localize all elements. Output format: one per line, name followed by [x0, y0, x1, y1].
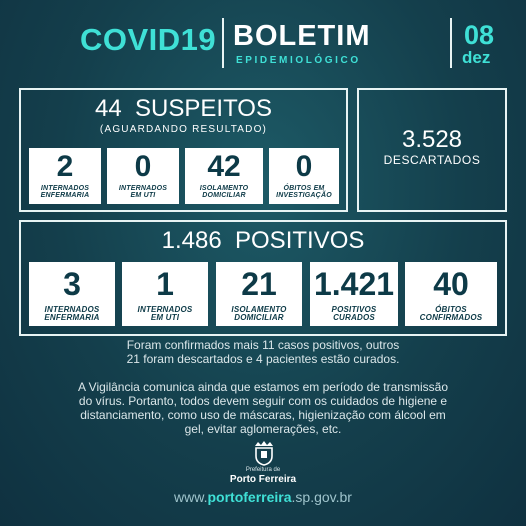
suspeitos-title: 44 SUSPEITOS: [95, 95, 272, 122]
descartados-value: 3.528: [401, 126, 463, 153]
note-paragraph: [20, 338, 506, 366]
header-divider-date: [450, 18, 452, 68]
card-label-2: EM UTI: [150, 313, 180, 323]
card-label-1: ISOLAMENTO: [199, 185, 249, 192]
card-value: 40: [433, 266, 469, 302]
card-positivos-isolamento: [216, 262, 302, 326]
card-value: 0: [134, 150, 152, 183]
card-value: 3: [63, 266, 81, 302]
url-suffix: .sp.gov.br: [291, 489, 352, 505]
card-suspeitos-isolamento: [185, 148, 263, 204]
vigilancia-line-2: do vírus. Portanto, todos devem seguir com os cuidados de higiene e: [78, 394, 448, 408]
date-day: 08: [464, 20, 495, 50]
card-label-2: ENFERMARIA: [40, 192, 90, 200]
url-domain: portoferreira: [207, 489, 292, 505]
card-label-2: EM UTI: [130, 192, 156, 200]
note-line-1: Foram confirmados mais 11 casos positivos, outros: [126, 338, 400, 352]
website-link[interactable]: [0, 489, 526, 505]
card-positivos-obitos: [405, 262, 497, 326]
card-label-1: ÓBITOS: [435, 305, 467, 314]
city-crest-icon: [252, 440, 276, 466]
card-suspeitos-internados-enfermaria: [29, 148, 101, 204]
header-divider: [222, 18, 224, 68]
vigilancia-paragraph: [20, 380, 506, 436]
card-label-2: DOMICILIAR: [234, 313, 284, 323]
card-positivos-internados-enfermaria: [29, 262, 115, 326]
card-label-2: ENFERMARIA: [44, 313, 100, 323]
card-label-1: ISOLAMENTO: [231, 305, 287, 314]
card-value: 1.421: [313, 266, 395, 302]
card-label-2: INVESTIGAÇÃO: [276, 192, 332, 200]
city-name: Porto Ferreira: [229, 474, 297, 485]
card-positivos-internados-uti: [122, 262, 208, 326]
card-label-1: INTERNADOS: [40, 185, 90, 192]
date-month: dez: [462, 48, 491, 67]
epidemiologico-subtitle: EPIDEMIOLÓGICO: [236, 55, 361, 66]
card-suspeitos-internados-uti: [107, 148, 179, 204]
vigilancia-line-4: gel, evitar aglomerações, etc.: [184, 422, 342, 436]
card-label-1: POSITIVOS: [331, 305, 377, 314]
card-label-1: INTERNADOS: [118, 185, 168, 192]
card-label-1: ÓBITOS EM: [283, 185, 325, 192]
card-suspeitos-obitos: [269, 148, 339, 204]
prefeitura-label: Prefeitura de: [245, 467, 281, 473]
positivos-title: 1.486 POSITIVOS: [161, 227, 365, 254]
url-prefix: www.: [174, 489, 208, 505]
card-value: 21: [241, 266, 277, 302]
vigilancia-line-1: A Vigilância comunica ainda que estamos em período de transmissão: [78, 380, 448, 394]
suspeitos-subtitle: (AGUARDANDO RESULTADO): [99, 124, 268, 135]
card-value: 42: [207, 150, 241, 183]
card-value: 0: [295, 150, 313, 183]
card-label-1: INTERNADOS: [44, 305, 100, 314]
card-label-2: CURADOS: [333, 313, 375, 323]
vigilancia-line-3: distanciamento, como uso de máscaras, higienização com álcool em: [80, 408, 446, 422]
covid-title: COVID19: [80, 22, 217, 57]
card-positivos-curados: [310, 262, 398, 326]
card-label-1: INTERNADOS: [137, 305, 193, 314]
note-line-2: 21 foram descartados e 4 pacientes estão curados.: [126, 352, 400, 366]
boletim-title: BOLETIM: [233, 20, 371, 52]
card-value: 1: [156, 266, 174, 302]
card-label-2: DOMICILIAR: [202, 192, 246, 200]
card-value: 2: [56, 150, 74, 183]
card-label-2: CONFIRMADOS: [419, 313, 483, 323]
descartados-label: DESCARTADOS: [383, 153, 481, 167]
